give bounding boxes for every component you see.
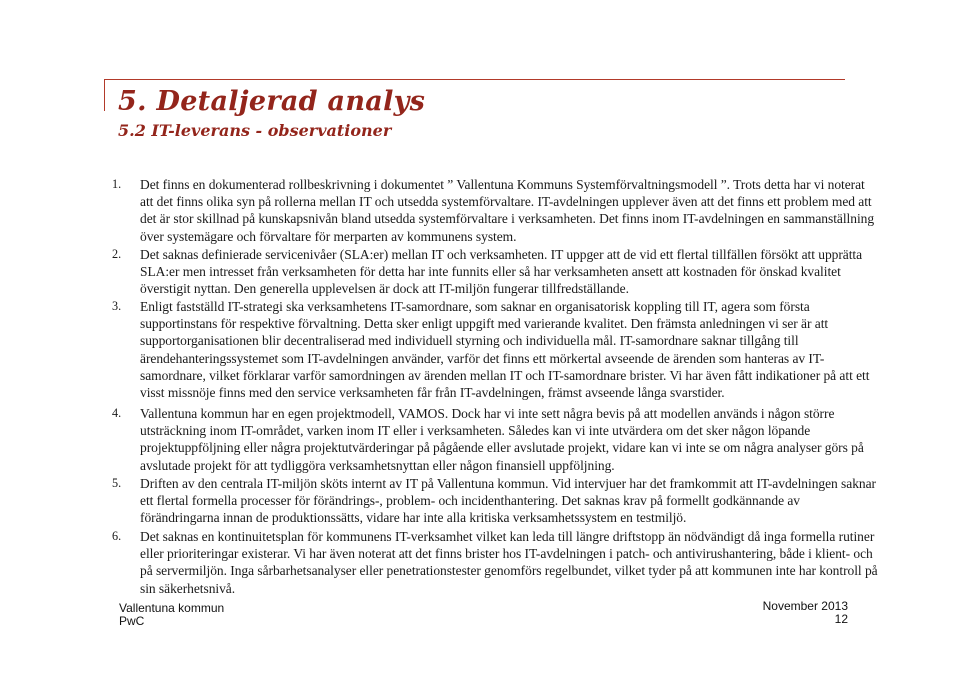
list-item-number: 6. bbox=[112, 529, 122, 543]
list-item-text: Det saknas definierade servicenivåer (SLA:er) mellan IT och verksamheten. IT uppger att de vid ett flertal tillfällen försökt att upprätta SLA:er men intresset från verksamheten för detta har inte funnits eller så har verksamheten ansett att kostnaden för önskad kvalitet överstigit nyttan. Den generella upplevelsen är dock att IT-miljön fungerar tillfredställande. bbox=[140, 247, 863, 297]
section-title: 5. Detaljerad analys bbox=[118, 86, 426, 117]
header-rule-vertical bbox=[104, 79, 105, 111]
list-item-number: 5. bbox=[112, 476, 122, 490]
list-item-text: Det saknas en kontinuitetsplan för kommunens IT-verksamhet vilket kan leda till längre driftstopp än nödvändigt då inga formella rutiner eller prioriteringar existerar. Vi har även noterat att det finns brister hos IT-avdelningen i patch- och antivirushantering, både i klient- och på servermiljön. Inga sårbarhetsanalyser eller penetrationstester genomförs regelbundet, vilket tyder på att kommunen inte har kontroll på sin säkerhetsnivå. bbox=[140, 529, 878, 596]
footer-date: November 2013 bbox=[762, 599, 848, 613]
list-item-text: Det finns en dokumenterad rollbeskrivning i dokumentet ” Vallentuna Kommuns Systemförvaltningsmodell ”. Trots detta har vi noterat att det finns olika syn på rollerna mellan IT och utsedda systemförvaltare. IT-avdelningen upplever även att det finns ett problem med att det är stor skillnad på kunskapsnivån bland utsedda systemförvaltare i verksamheten. Det finns inom IT-avdelningen en sammanställning över systemägare och förvaltare för merparten av kommunens system. bbox=[140, 177, 875, 244]
list-item-text: Enligt fastställd IT-strategi ska verksamhetens IT-samordnare, som saknar en organisatorisk koppling till IT, agera som första supportinstans för respektive förvaltning. Detta sker enligt uppgift med varierande kvalitet. Den främsta anledningen vi ser är att supportorganisationen blir decentraliserad med individuell styrning och individuella mål. IT-samordnare saknar tillgång till ärendehanteringssystemet som IT-avdelningen använder, varför det finns ett mörkertal avseende de ärenden som hanteras av IT-samordnare, vilket förklarar varför samordningen av ärenden mellan IT och IT-samordnare brister. Vi har även fått indikationer på att ett visst missnöje finns med den service verksamheten får från IT-avdelningen, främst avseende långa svarstider. bbox=[140, 299, 870, 401]
footer-org: Vallentuna kommun bbox=[119, 601, 225, 615]
list-item-number: 3. bbox=[112, 299, 122, 313]
list-item-text: Driften av den centrala IT-miljön sköts internt av IT på Vallentuna kommun. Vid intervjuer har det framkommit att IT-avdelningen saknar ett flertal formella processer för förändrings-, problem- och incidenthantering. Det saknas krav på formellt godkännande av förändringarna innan de produktionssätts, vidare har inte alla kritiska verksamhetssystem en testmiljö. bbox=[140, 476, 876, 526]
footer-firm: PwC bbox=[119, 614, 145, 628]
list-item-number: 1. bbox=[112, 177, 122, 191]
page-number: 12 bbox=[834, 612, 848, 626]
list-item-number: 2. bbox=[112, 247, 122, 261]
header-rule-horizontal bbox=[104, 79, 845, 80]
list-item-number: 4. bbox=[112, 406, 122, 420]
subsection-title: 5.2 IT-leverans - observationer bbox=[118, 121, 392, 140]
list-item-text: Vallentuna kommun har en egen projektmodell, VAMOS. Dock har vi inte sett några bevis på att modellen används i någon större utsträckning inom IT-området, varken inom IT eller i verksamheten. Således kan vi inte utvärdera om det sker någon löpande projektuppföljning eller några projektutvärderingar på pågående eller avslutade projekt, vidare kan vi inte se om några analyser görs på avslutade projekt för att tydliggöra verksamhetsnyttan eller någon finansiell uppföljning. bbox=[140, 406, 864, 473]
